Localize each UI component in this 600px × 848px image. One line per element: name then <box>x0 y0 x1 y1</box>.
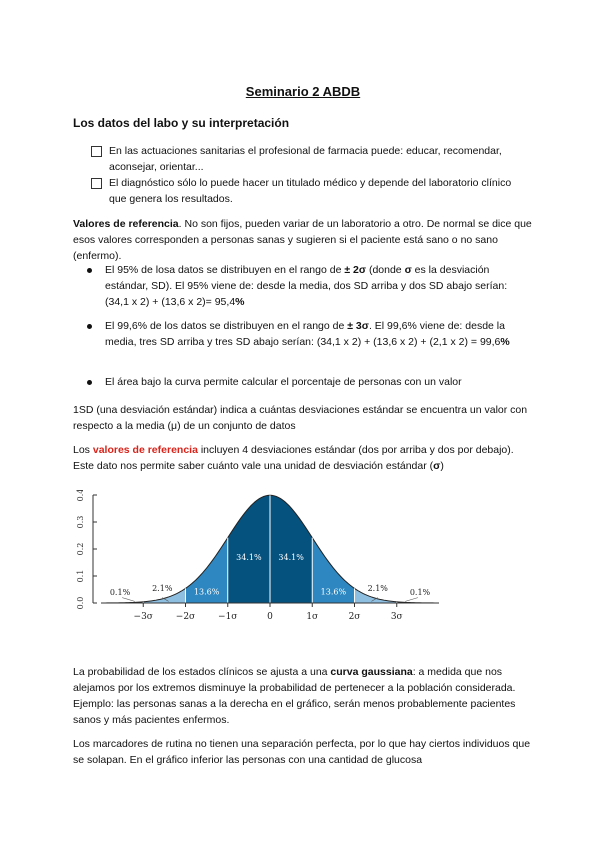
x-tick-label: −3σ <box>133 612 153 622</box>
percent-symbol: % <box>235 296 245 308</box>
ref-text: Los <box>73 444 93 456</box>
gauss-text: : a medida que nos alejamos por los extremos disminuye la probabilidad de pertenecer a la población considerada. Ejemplo: las personas sanas a la derecha en el gráfico, serán menos probablemente pacientes sanos y más pacientes enfermos. <box>73 666 516 726</box>
x-tick-label: 2σ <box>348 612 361 622</box>
x-tick-label: −1σ <box>218 612 238 622</box>
checklist-text: El diagnóstico sólo lo puede hacer un titulado médico y depende del laboratorio clínico que genera los resultados. <box>109 177 512 205</box>
region-label: 0.1% <box>109 587 131 597</box>
checklist-text: En las actuaciones sanitarias el profesional de farmacia puede: educar, recomendar, aconsejar, orientar... <box>109 145 502 173</box>
sigma-symbol: σ <box>404 264 412 276</box>
checkbox-icon[interactable] <box>91 178 102 189</box>
region-label: 34.1% <box>278 552 304 562</box>
region-label: 13.6% <box>320 587 347 597</box>
bullet-text: (donde <box>366 264 405 276</box>
ref-highlight: valores de referencia <box>92 444 198 456</box>
ref-values-paragraph <box>73 216 533 264</box>
bullet-icon <box>87 324 92 329</box>
percent-symbol: % <box>500 336 510 348</box>
plus-minus-symbol: ± 2σ <box>344 264 367 276</box>
sigma-symbol: σ <box>433 460 441 472</box>
region-3 <box>228 495 270 603</box>
x-tick-label: −2σ <box>175 612 196 622</box>
label-pointer <box>405 598 418 602</box>
checkbox-icon[interactable] <box>91 146 102 157</box>
markers-paragraph: Los marcadores de rutina no tienen una separación perfecta, por lo que hay ciertos individuos que se solapan. En el gráfico inferior las personas con una cantidad de glucosa <box>73 738 531 766</box>
normal-distribution-chart <box>71 490 451 635</box>
x-tick-label: 0 <box>267 612 273 622</box>
label-pointer <box>122 598 135 602</box>
plus-minus-symbol: ± 3σ <box>347 320 369 332</box>
bullet-text: El 99,6% de los datos se distribuyen en el rango de <box>105 320 348 332</box>
bullet-text: es la desviación estándar, SD). El 95% viene de: desde la media, dos SD arriba y dos SD abajo serían: (34,1 x 2) + (13,6 x 2)= 95,4 <box>105 264 508 308</box>
ref-values-term: Valores de referencia <box>73 218 179 230</box>
page-title: Seminario 2 ABDB <box>245 84 361 99</box>
bullet-text: El 95% de losa datos se distribuyen en el rango de <box>105 264 345 276</box>
ref-paragraph <box>73 442 533 474</box>
region-label: 2.1% <box>152 583 173 593</box>
region-4 <box>270 495 312 603</box>
y-tick-label: 0.4 <box>76 490 85 502</box>
ref-values-text: . No son fijos, pueden variar de un laboratorio a otro. De normal se dice que esos valores corresponden a personas sanas y sugieren si el paciente está sano o no sano (enfermo). <box>73 218 532 262</box>
y-tick-label: 0.1 <box>76 569 85 583</box>
bullet-text: El área bajo la curva permite calcular el porcentaje de personas con un valor <box>105 376 462 388</box>
gauss-text: La probabilidad de los estados clínicos se ajusta a una <box>73 666 331 678</box>
region-label: 0.1% <box>409 587 431 597</box>
bullet-text: . El 99,6% viene de: desde la media, tres SD arriba y tres SD abajo serían: (34,1 x 2) + (13,6 x 2) + (2,1 x 2) = 99,6 <box>105 320 505 348</box>
section-heading: Los datos del labo y su interpretación <box>73 116 290 130</box>
x-tick-label: 3σ <box>390 612 403 622</box>
sd-paragraph: 1SD (una desviación estándar) indica a cuántas desviaciones estándar se encuentra un valor con respecto a la media (μ) de un conjunto de datos <box>73 404 528 432</box>
ref-text: incluyen 4 desviaciones estándar (dos por arriba y dos por debajo). Este dato nos permite saber cuánto vale una unidad de desviación estándar ( <box>73 444 514 472</box>
gauss-paragraph <box>73 664 533 728</box>
bullet-icon <box>87 380 92 385</box>
x-tick-label: 1σ <box>306 612 319 622</box>
region-label: 13.6% <box>193 587 220 597</box>
ref-text: ) <box>440 460 444 472</box>
chart-svg <box>71 490 451 630</box>
region-label: 2.1% <box>367 583 388 593</box>
y-tick-label: 0.2 <box>76 542 85 556</box>
y-tick-label: 0.3 <box>76 515 85 529</box>
y-tick-label: 0.0 <box>76 596 85 610</box>
region-label: 34.1% <box>236 552 262 562</box>
gauss-term: curva gaussiana <box>330 666 413 678</box>
bullet-icon <box>87 268 92 273</box>
